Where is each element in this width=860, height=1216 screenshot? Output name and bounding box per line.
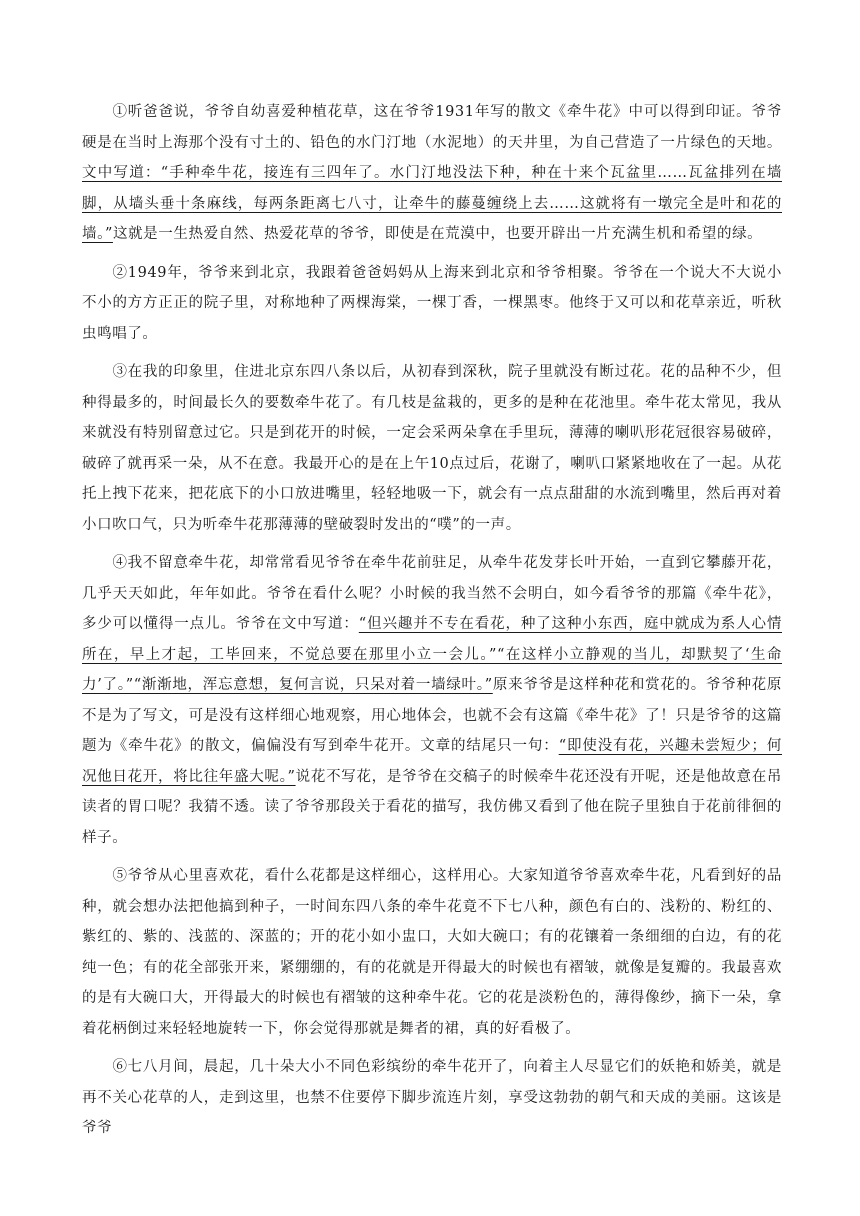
paragraph-4-quote-b: “即使没有花，兴趣未尝短少；何况他日花开，将比往年盛大呢。” xyxy=(82,738,782,785)
paragraph-6-text: ⑥七八月间，晨起，几十朵大小不同色彩缤纷的牵牛花开了，向着主人尽显它们的妖艳和娇美，就是再不关心花草的人，走到这里，也禁不住要停下脚步流连片刻，享受这勃勃的朝气和天成的美丽。这该是爷爷 xyxy=(82,1059,782,1136)
paragraph-2 xyxy=(82,258,782,350)
paragraph-5-text: ⑤爷爷从心里喜欢花，看什么花都是这样细心，这样用心。大家知道爷爷喜欢牵牛花，凡看到好的品种，就会想办法把他搞到种子，一时间东四八条的牵牛花竟不下七八种，颜色有白的、浅粉的、粉红的、紫红的、紫的、浅蓝的、深蓝的；开的花小如小盅口，大如大碗口；有的花镶着一条细细的白边，有的花纯一色；有的花全部张开来，紧绷绷的，有的花就是开得最大的时候也有褶皱，就像是复瓣的。我最喜欢的是有大碗口大，开得最大的时候也有褶皱的这种牵牛花。它的花是淡粉色的，薄得像纱，摘下一朵，拿着花柄倒过来轻轻地旋转一下，你会觉得那就是舞者的裙，真的好看极了。 xyxy=(82,868,782,1037)
paragraph-4-text-a: ④我不留意牵牛花，却常常看见爷爷在牵牛花前驻足，从牵牛花发芽长叶开始，一直到它攀藤开花，几乎天天如此，年年如此。爷爷在看什么呢？小时候的我当然不会明白，如今看爷爷的那篇《牵牛花》，多少可以懂得一点儿。爷爷在文中写道： xyxy=(82,555,782,632)
paragraph-1-text-b: 这就是一生热爱自然、热爱花草的爷爷，即使是在荒漠中，也要开辟出一片充满生机和希望的绿。 xyxy=(112,226,763,242)
paragraph-3 xyxy=(82,357,782,540)
paragraph-1 xyxy=(82,97,782,250)
paragraph-4-text-b: 原来爷爷是这样种花和赏花的。爷爷种花原不是为了写文，可是没有这样细心地观察，用心地体会，也就不会有这篇《牵牛花》了！只是爷爷的这篇题为《牵牛花》的散文，偏偏没有写到牵牛花开。文章的结尾只一句： xyxy=(82,677,782,754)
paragraph-1-text-a: ①听爸爸说，爷爷自幼喜爱种植花草，这在爷爷1931年写的散文《牵牛花》中可以得到印证。爷爷硬是在当时上海那个没有寸土的、铅色的水门汀地（水泥地）的天井里，为自己营造了一片绿色的天地。 xyxy=(82,104,782,151)
paragraph-1-quote: 文中写道：“手种牵牛花，接连有三四年了。水门汀地没法下种，种在十来个瓦盆里……瓦盆排列在墙脚，从墙头垂十条麻线，每两条距离七八寸，让牵牛的藤蔓缠绕上去……这就将有一墩完全是叶和花的墙。” xyxy=(82,165,782,242)
article-body xyxy=(82,97,782,1152)
paragraph-5 xyxy=(82,861,782,1044)
paragraph-4-quote-a: “但兴趣并不专在看花，种了这种小东西，庭中就成为系人心情所在，早上才起，工毕回来，不觉总要在那里小立一会儿。”“在这样小立静观的当儿，却默契了‘生命力’了。”“渐渐地，浑忘意想，复何言说，只呆对着一墙绿叶。” xyxy=(82,616,782,693)
paragraph-4 xyxy=(82,548,782,853)
paragraph-6 xyxy=(82,1052,782,1144)
paragraph-3-text: ③在我的印象里，住进北京东四八条以后，从初春到深秋，院子里就没有断过花。花的品种不少，但种得最多的，时间最长久的要数牵牛花了。有几枝是盆栽的，更多的是种在花池里。牵牛花太常见，我从来就没有特别留意过它。只是到花开的时候，一定会采两朵拿在手里玩，薄薄的喇叭形花冠很容易破碎，破碎了就再采一朵，从不在意。我最开心的是在上午10点过后，花谢了，喇叭口紧紧地收在了一起。从花托上拽下花来，把花底下的小口放进嘴里，轻轻地吸一下，就会有一点点甜甜的水流到嘴里，然后再对着小口吹口气，只为听牵牛花那薄薄的壁破裂时发出的“噗”的一声。 xyxy=(82,364,782,533)
paragraph-4-text-c: 说花不写花，是爷爷在交稿子的时候牵牛花还没有开呢，还是他故意在吊读者的胃口呢？我猜不透。读了爷爷那段关于看花的描写，我仿佛又看到了他在院子里独自于花前徘徊的样子。 xyxy=(82,768,782,846)
paragraph-2-text: ②1949年，爷爷来到北京，我跟着爸爸妈妈从上海来到北京和爷爷相聚。爷爷在一个说大不大说小不小的方方正正的院子里，对称地种了两棵海棠，一棵丁香，一棵黑枣。他终于又可以和花草亲近，听秋虫鸣唱了。 xyxy=(82,264,782,342)
